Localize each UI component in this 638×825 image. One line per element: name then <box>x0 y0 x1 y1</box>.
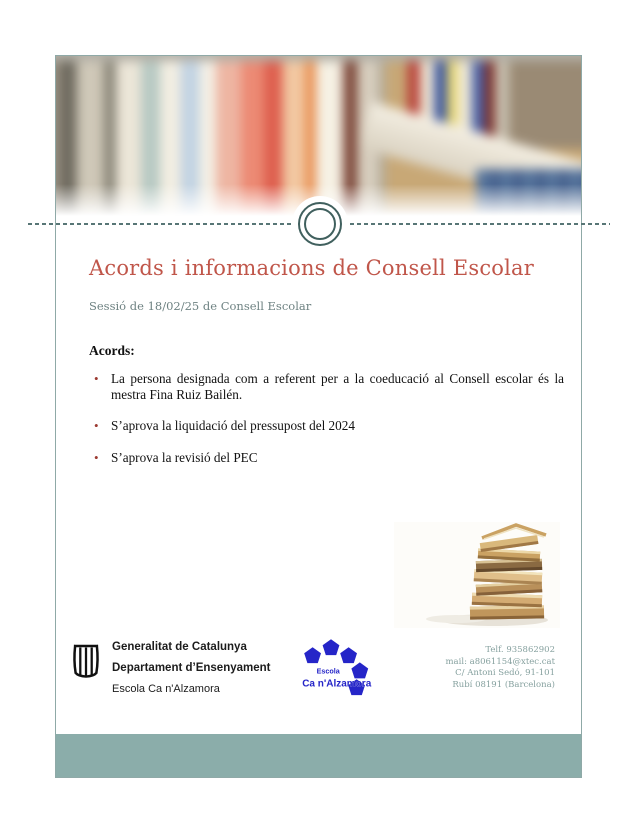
circle-ornament <box>292 196 348 252</box>
contact-email: mail: a8061154@xtec.cat <box>445 656 555 667</box>
school-pentagon-logo <box>299 638 379 698</box>
stacked-books-photo <box>394 522 560 628</box>
agreements-list <box>89 371 564 481</box>
contact-phone: Telf. 935862902 <box>485 645 555 655</box>
wall-strip <box>56 56 581 61</box>
footer-color-bar <box>56 734 581 777</box>
list-item: • La persona designada com a referent per a la coeducació al Consell escolar és la mestra Fina Ruiz Bailén. <box>89 371 564 402</box>
page-subtitle: Sessió de 18/02/25 de Consell Escolar <box>89 299 312 313</box>
circle-ornament-inner-ring <box>304 208 336 240</box>
school-logo-name-label: Ca n'Alzamora <box>302 678 372 690</box>
org-line-escola: Escola Ca n'Alzamora <box>112 683 220 695</box>
contact-address-street: C/ Antoni Sedó, 91-101 <box>455 668 555 678</box>
page-title: Acords i informacions de Consell Escolar <box>89 256 535 280</box>
contact-address-city: Rubí 08191 (Barcelona) <box>452 679 555 690</box>
school-logo-escola-label: Escola <box>316 666 340 676</box>
book-spine <box>509 56 581 148</box>
contact-block <box>446 645 556 691</box>
circle-ornament-outer-ring <box>298 202 342 246</box>
section-heading: Acords: <box>89 343 135 358</box>
bookshelf-photo <box>56 56 581 216</box>
org-line-generalitat: Generalitat de Catalunya <box>112 641 247 653</box>
list-item: • S’aprova la liquidació del pressupost del 2024 <box>89 418 564 434</box>
org-text-block <box>112 641 271 695</box>
senyera-shield-icon <box>72 643 100 679</box>
generalitat-block <box>72 641 271 695</box>
org-line-departament: Departament d’Ensenyament <box>112 662 271 674</box>
newsletter-page <box>55 55 582 778</box>
book-spine <box>495 56 510 148</box>
list-item: • S’aprova la revisió del PEC <box>89 450 564 466</box>
